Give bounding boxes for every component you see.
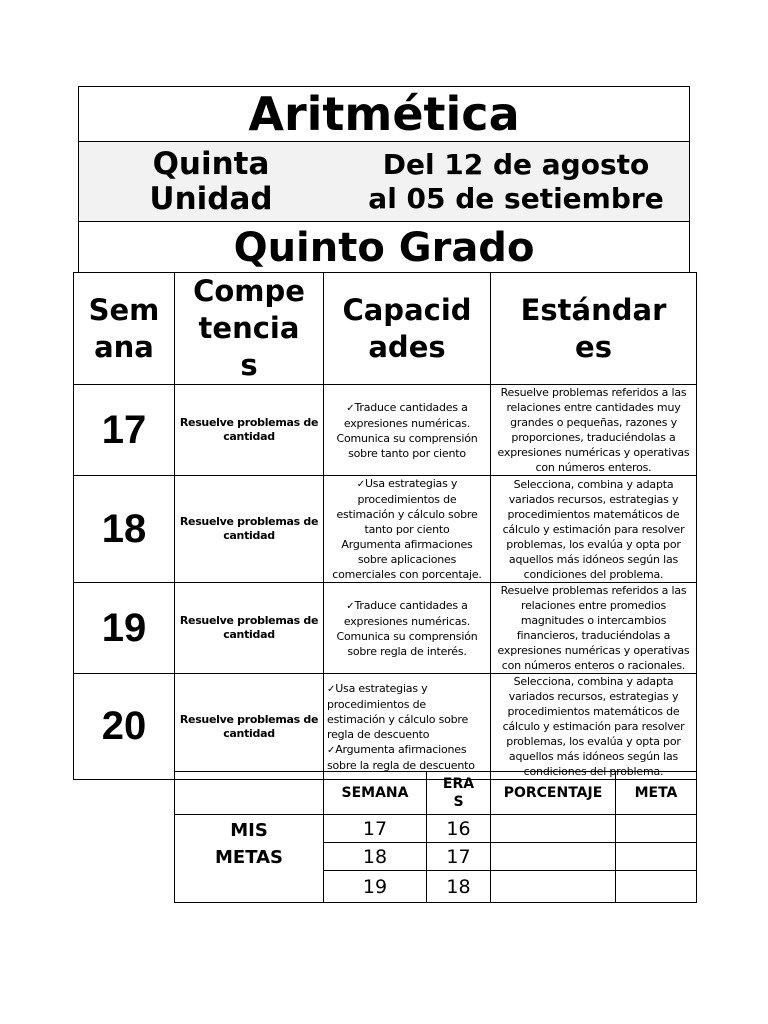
capacity-text: Traduce cantidades a expresiones numéricas. bbox=[343, 598, 471, 628]
date-line-2: al 05 de setiembre bbox=[368, 181, 664, 215]
week-number: 17 bbox=[74, 385, 175, 476]
unit-line-1: Quinta bbox=[152, 145, 270, 182]
goals-corner-cell bbox=[175, 772, 324, 815]
week-number: 20 bbox=[74, 674, 175, 780]
capacity-text: Argumenta afirmaciones sobre aplicaciones comerciales con porcentaje. bbox=[332, 538, 482, 581]
goal-eras: 18 bbox=[427, 871, 491, 903]
standard-cell: Resuelve problemas referidos a las relaciones entre promedios magnitudes o intercambios financieros, traduciéndolas a expresiones numéricas y operativas con números enteros o racionales. bbox=[491, 583, 697, 674]
mis-metas-label: MIS METAS bbox=[175, 815, 324, 903]
goals-header-meta: META bbox=[616, 772, 697, 815]
unit-row bbox=[78, 141, 690, 222]
goal-eras: 17 bbox=[427, 843, 491, 871]
goal-porcentaje[interactable] bbox=[491, 843, 616, 871]
standard-cell: Selecciona, combina y adapta variados recursos, estrategias y procedimientos matemáticos de cálculo y estimación para resolver problemas, los evalúa y opta por aquellos más idóneos según las condiciones del problema. bbox=[491, 476, 697, 583]
unit-label bbox=[78, 141, 344, 222]
capacity-text: Argumenta afirmaciones sobre la regla de descuento bbox=[327, 742, 475, 772]
week-number: 19 bbox=[74, 583, 175, 674]
standard-cell: Selecciona, combina y adapta variados recursos, estrategias y procedimientos matemáticos de cálculo y estimación para resolver problemas, los evalúa y opta por aquellos más idóneos según las condiciones del problema. bbox=[491, 674, 697, 780]
capacities-cell bbox=[324, 583, 491, 674]
goal-porcentaje[interactable] bbox=[491, 871, 616, 903]
competency-cell: Resuelve problemas de cantidad bbox=[175, 583, 324, 674]
table-row bbox=[74, 476, 697, 583]
capacity-text: Usa estrategias y procedimientos de estimación y cálculo sobre tanto por ciento bbox=[336, 477, 478, 536]
header-estandares: Estándar es bbox=[491, 273, 697, 385]
goal-eras: 16 bbox=[427, 815, 491, 843]
week-number: 18 bbox=[74, 476, 175, 583]
competency-cell: Resuelve problemas de cantidad bbox=[175, 674, 324, 780]
header-capacidades: Capacid ades bbox=[324, 273, 491, 385]
goal-porcentaje[interactable] bbox=[491, 815, 616, 843]
goals-row bbox=[175, 815, 697, 843]
capacities-cell bbox=[324, 674, 491, 780]
header-semana: Sem ana bbox=[74, 273, 175, 385]
table-header-row bbox=[74, 273, 697, 385]
goals-table bbox=[174, 771, 697, 903]
checkmark-icon: ✓ bbox=[346, 402, 355, 414]
table-row bbox=[74, 583, 697, 674]
goal-meta[interactable] bbox=[616, 815, 697, 843]
goal-semana: 19 bbox=[324, 871, 427, 903]
competency-cell: Resuelve problemas de cantidad bbox=[175, 385, 324, 476]
table-row bbox=[74, 674, 697, 780]
standard-cell: Resuelve problemas referidos a las relaciones entre cantidades muy grandes o pequeñas, razones y proporciones, traduciéndolas a expresiones numéricas y operativas con números enteros. bbox=[491, 385, 697, 476]
date-range bbox=[343, 141, 690, 222]
checkmark-icon: ✓ bbox=[327, 683, 336, 695]
checkmark-icon: ✓ bbox=[346, 600, 355, 612]
goals-header-row bbox=[175, 772, 697, 815]
competency-cell: Resuelve problemas de cantidad bbox=[175, 476, 324, 583]
curriculum-table bbox=[73, 272, 697, 780]
capacity-text: Usa estrategias y procedimientos de estimación y cálculo sobre regla de descuento bbox=[327, 681, 469, 741]
goal-meta[interactable] bbox=[616, 843, 697, 871]
goal-semana: 17 bbox=[324, 815, 427, 843]
goals-header-porcentaje: PORCENTAJE bbox=[491, 772, 616, 815]
goals-header-eras: ERA S bbox=[427, 772, 491, 815]
date-line-1: Del 12 de agosto bbox=[382, 147, 650, 181]
checkmark-icon: ✓ bbox=[327, 744, 336, 756]
grade-title: Quinto Grado bbox=[78, 221, 690, 273]
capacities-cell bbox=[324, 476, 491, 583]
goal-meta[interactable] bbox=[616, 871, 697, 903]
capacity-text: Traduce cantidades a expresiones numéricas. bbox=[343, 400, 471, 430]
unit-line-2: Unidad bbox=[149, 180, 273, 217]
goal-semana: 18 bbox=[324, 843, 427, 871]
capacity-text: Comunica su comprensión sobre regla de interés. bbox=[336, 629, 478, 658]
header-competencias: Compe tencia s bbox=[175, 273, 324, 385]
checkmark-icon: ✓ bbox=[356, 479, 365, 490]
capacities-cell bbox=[324, 385, 491, 476]
goals-header-semana: SEMANA bbox=[324, 772, 427, 815]
page-title: Aritmética bbox=[78, 86, 690, 142]
capacity-text: Comunica su comprensión sobre tanto por ciento bbox=[336, 431, 478, 460]
table-row bbox=[74, 385, 697, 476]
